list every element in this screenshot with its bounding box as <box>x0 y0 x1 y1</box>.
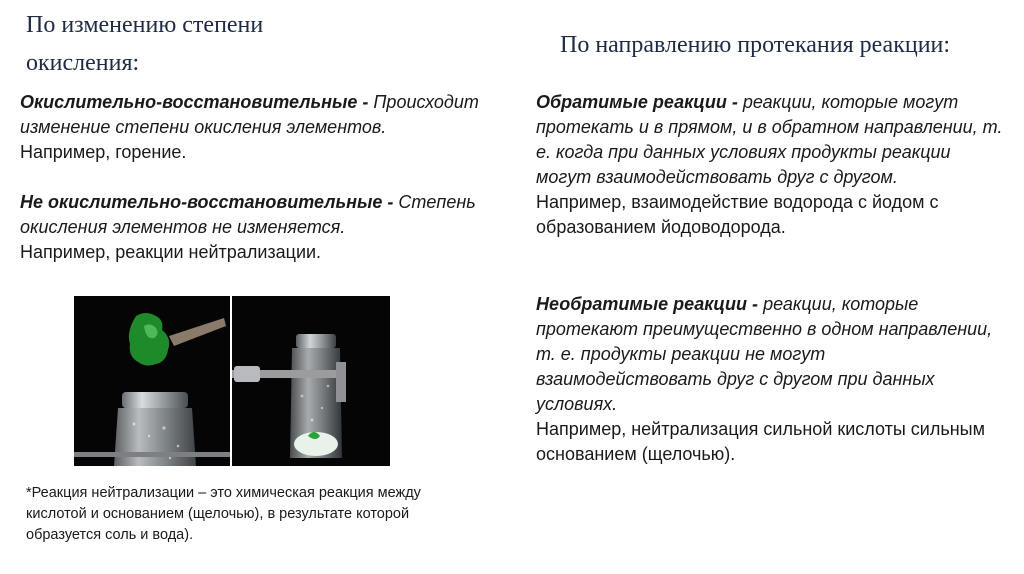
non-redox-definition <box>20 190 510 265</box>
experiment-photo-after <box>232 296 390 466</box>
experiment-photo-before <box>74 296 230 466</box>
irreversible-term: Необратимые реакции - <box>536 294 764 314</box>
redox-description: Происходит изменение степени окисления элементов. <box>20 92 479 137</box>
reversible-term: Обратимые реакции - <box>536 92 743 112</box>
irreversible-description: реакции, которые протекают преимущественно в одном направлении, т. е. продукты реакции не могут взаимодействовать друг с другом при данных условиях. <box>536 294 993 414</box>
redox-term: Окислительно-восстановительные - <box>20 92 374 112</box>
clamped-tube-image <box>232 296 390 466</box>
reversible-description: реакции, которые могут протекать и в прямом, и в обратном направлении, т. е. когда при данных условиях продукты реакции могут взаимодействовать друг с другом. <box>536 92 1003 187</box>
gummy-above-jar-image <box>74 296 230 466</box>
right-heading: По направлению протекания реакции: <box>560 32 951 58</box>
non-redox-description: Степень окисления элементов не изменяется. <box>20 192 476 237</box>
neutralization-footnote: *Реакция нейтрализации – это химическая реакция между кислотой и основанием (щелочью), в результате которой образуется соль и вода). <box>26 485 421 543</box>
irreversible-example: Например, нейтрализация сильной кислоты сильным основанием (щелочью). <box>536 419 985 464</box>
non-redox-example: Например, реакции нейтрализации. <box>20 242 322 262</box>
redox-example: Например, горение. <box>20 142 187 162</box>
non-redox-term: Не окислительно-восстановительные - <box>20 192 399 212</box>
irreversible-definition <box>536 292 1006 467</box>
reversible-definition <box>536 90 1006 240</box>
left-heading: По изменению степени окисления: <box>26 12 264 77</box>
redox-definition <box>20 90 510 165</box>
reversible-example: Например, взаимодействие водорода с йодом с образованием йодоводорода. <box>536 192 939 237</box>
